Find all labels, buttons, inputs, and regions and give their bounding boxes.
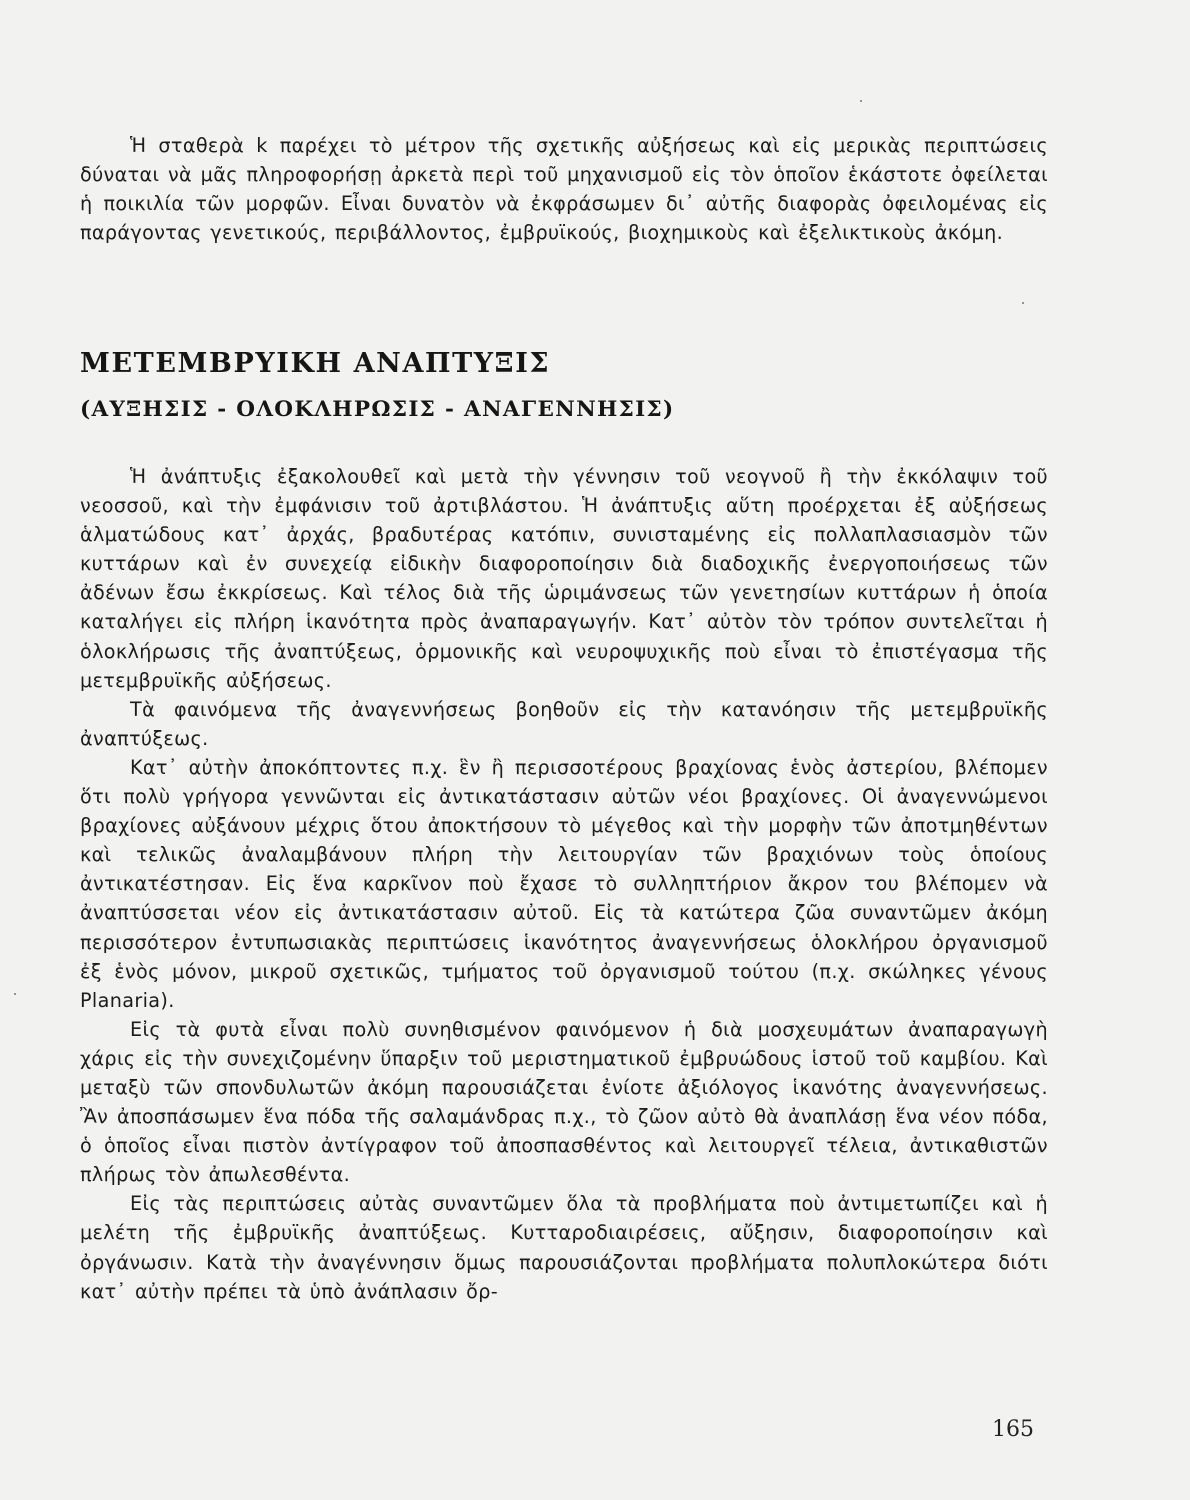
section-subtitle: (ΑΥΞΗΣΙΣ - ΟΛΟΚΛΗΡΩΣΙΣ - ΑΝΑΓΕΝΝΗΣΙΣ): [80, 397, 675, 422]
body-paragraph: Τὰ φαινόμενα τῆς ἀναγεννήσεως βοηθοῦν εἰς τὴν κατανόησιν τῆς μετεμβρυϊκῆς ἀναπτύξεως.: [80, 697, 1048, 750]
intro-text: [80, 131, 1048, 247]
section-body: [80, 462, 1048, 1306]
print-speck: [14, 993, 16, 995]
page-number: 165: [992, 1417, 1034, 1442]
body-paragraph: Εἰς τὰ φυτὰ εἶναι πολὺ συνηθισμένον φαινόμενον ἡ διὰ μοσχευμάτων ἀναπαραγωγὴ χάρις εἰς τὴν συνεχιζομένην ὕπαρξιν τοῦ μεριστηματικοῦ ἐμβρυώδους ἱστοῦ τοῦ καμβίου. Καὶ μεταξὺ τῶν σπονδυλωτῶν ἀκόμη παρουσιάζεται ἐνίοτε ἀξιόλογος ἱκανότης ἀναγεννήσεως. Ἂν ἀποσπάσωμεν ἕνα πόδα τῆς σαλαμάνδρας π.χ., τὸ ζῶον αὐτὸ θὰ ἀναπλάσῃ ἕνα νέον πόδα, ὁ ὁποῖος εἶναι πιστὸν ἀντίγραφον τοῦ ἀποσπασθέντος καὶ λειτουργεῖ τέλεια, ἀντικαθιστῶν πλήρως τὸν ἀπωλεσθέντα.: [80, 1017, 1048, 1187]
print-speck: [1022, 302, 1024, 304]
body-paragraph: Κατ᾽ αὐτὴν ἀποκόπτοντες π.χ. ἓν ἢ περισσοτέρους βραχίονας ἑνὸς ἀστερίου, βλέπομεν ὅτι πολὺ γρήγορα γεννῶνται εἰς ἀντικατάστασιν αὐτῶν νέοι βραχίονες. Οἱ ἀναγεννώμενοι βραχίονες αὐξάνουν μέχρις ὅτου ἀποκτήσουν τὸ μέγεθος καὶ τὴν μορφὴν τῶν ἀποτμηθέντων καὶ τελικῶς ἀναλαμβάνουν πλήρη τὴν λειτουργίαν τῶν βραχιόνων τοὺς ὁποίους ἀντικατέστησαν. Εἰς ἕνα καρκῖνον ποὺ ἔχασε τὸ συλληπτήριον ἄκρον του βλέπομεν νὰ ἀναπτύσσεται νέον εἰς ἀντικατάστασιν αὐτοῦ. Εἰς τὰ κατώτερα ζῶα συναντῶμεν ἀκόμη περισσότερον ἐντυπωσιακὰς περιπτώσεις ἱκανότητος ἀναγεννήσεως ὁλοκλήρου ὀργανισμοῦ ἐξ ἑνὸς μόνον, μικροῦ σχετικῶς, τμήματος τοῦ ὀργανισμοῦ τούτου (π.χ. σκώληκες γένους Planaria).: [80, 755, 1048, 1012]
body-paragraph: Ἡ ἀνάπτυξις ἐξακολουθεῖ καὶ μετὰ τὴν γέννησιν τοῦ νεογνοῦ ἢ τὴν ἐκκόλαψιν τοῦ νεοσσοῦ, καὶ τὴν ἐμφάνισιν τοῦ ἀρτιβλάστου. Ἡ ἀνάπτυξις αὕτη προέρχεται ἐξ αὐξήσεως ἁλματώδους κατ᾽ ἀρχάς, βραδυτέρας κατόπιν, συνισταμένης εἰς πολλαπλασιασμὸν τῶν κυττάρων καὶ ἐν συνεχείᾳ εἰδικὴν διαφοροποίησιν διὰ διαδοχικῆς ἐνεργοποιήσεως τῶν ἀδένων ἔσω ἐκκρίσεως. Καὶ τέλος διὰ τῆς ὡριμάνσεως τῶν γενετησίων κυττάρων ἡ ὁποία καταλήγει εἰς πλήρη ἱκανότητα πρὸς ἀναπαραγωγήν. Κατ᾽ αὐτὸν τὸν τρόπον συντελεῖται ἡ ὁλοκλήρωσις τῆς ἀναπτύξεως, ὁρμονικῆς καὶ νευροψυχικῆς ποὺ εἶναι τὸ ἐπιστέγασμα τῆς μετεμβρυϊκῆς αὐξήσεως.: [80, 465, 1048, 692]
body-paragraph: Εἰς τὰς περιπτώσεις αὐτὰς συναντῶμεν ὅλα τὰ προβλήματα ποὺ ἀντιμετωπίζει καὶ ἡ μελέτη τῆς ἐμβρυϊκῆς ἀναπτύξεως. Κυτταροδιαιρέσεις, αὔξησιν, διαφοροποίησιν καὶ ὀργάνωσιν. Κατὰ τὴν ἀναγέννησιν ὅμως παρουσιάζονται προβλήματα πολυπλοκώτερα διότι κατ᾽ αὐτὴν πρέπει τὰ ὑπὸ ἀνάπλασιν ὄρ-: [80, 1192, 1048, 1303]
section-title: ΜΕΤΕΜΒΡΥΙΚΗ ΑΝΑΠΤΥΞΙΣ: [80, 348, 551, 379]
intro-paragraph: Ἡ σταθερὰ k παρέχει τὸ μέτρον τῆς σχετικῆς αὐξήσεως καὶ εἰς μερικὰς περιπτώσεις δύναται νὰ μᾶς πληροφορήσῃ ἀρκετὰ περὶ τοῦ μηχανισμοῦ εἰς τὸν ὁποῖον ἑκάστοτε ὀφείλεται ἡ ποικιλία τῶν μορφῶν. Εἶναι δυνατὸν νὰ ἐκφράσωμεν δι᾽ αὐτῆς διαφορὰς ὀφειλομένας εἰς παράγοντας γενετικούς, περιβάλλοντος, ἐμβρυϊκούς, βιοχημικοὺς καὶ ἐξελικτικοὺς ἀκόμη.: [80, 134, 1048, 245]
print-speck: [860, 100, 862, 102]
